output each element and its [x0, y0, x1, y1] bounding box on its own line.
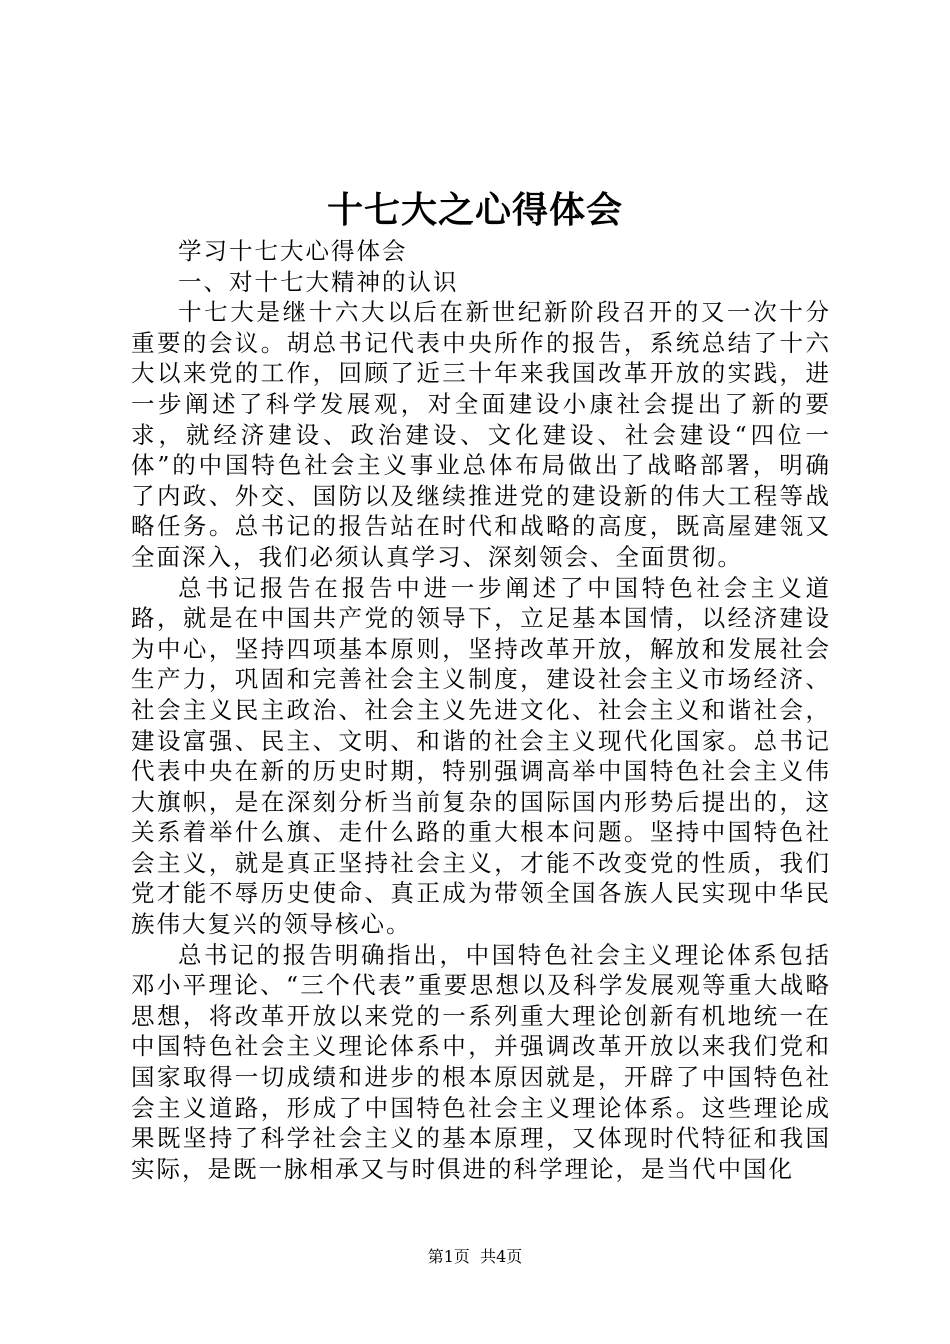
paragraph: 总书记的报告明确指出，中国特色社会主义理论体系包括邓小平理论、“三个代表”重要思想以及科学发展观等重大战略思想，将改革开放以来党的一系列重大理论创新有机地统一在中国特色社会主义理论体系中，并强调改革开放以来我们党和国家取得一切成绩和进步的根本原因就是，开辟了中国特色社会主义道路，形成了中国特色社会主义理论体系。这些理论成果既坚持了科学社会主义的基本原理，又体现时代特征和我国实际，是既一脉相承又与时俱进的科学理论，是当代中国化: [131, 940, 831, 1183]
paragraph: 十七大是继十六大以后在新世纪新阶段召开的又一次十分重要的会议。胡总书记代表中央所作的报告，系统总结了十六大以来党的工作，回顾了近三十年来我国改革开放的实践，进一步阐述了科学发展观，对全面建设小康社会提出了新的要求，就经济建设、政治建设、文化建设、社会建设“四位一体”的中国特色社会主义事业总体布局做出了战略部署，明确了内政、外交、国防以及继续推进党的建设新的伟大工程等战略任务。总书记的报告站在时代和战略的高度，既高屋建瓴又全面深入，我们必须认真学习、深刻领会、全面贯彻。: [131, 298, 831, 571]
paragraph: 总书记报告在报告中进一步阐述了中国特色社会主义道路，就是在中国共产党的领导下，立足基本国情，以经济建设为中心，坚持四项基本原则，坚持改革开放，解放和发展社会生产力，巩固和完善社会主义制度，建设社会主义市场经济、社会主义民主政治、社会主义先进文化、社会主义和谐社会，建设富强、民主、文明、和谐的社会主义现代化国家。总书记代表中央在新的历史时期，特别强调高举中国特色社会主义伟大旗帜，是在深刻分析当前复杂的国际国内形势后提出的，这关系着举什么旗、走什么路的重大根本问题。坚持中国特色社会主义，就是真正坚持社会主义，才能不改变党的性质，我们党才能不辱历史使命、真正成为带领全国各族人民实现中华民族伟大复兴的领导核心。: [131, 573, 831, 939]
document-title: 十七大之心得体会: [326, 189, 623, 231]
page-footer: 第1页 共4页: [427, 1247, 523, 1266]
section-heading: 一、对十七大精神的认识: [178, 267, 459, 296]
document-subtitle: 学习十七大心得体会: [178, 237, 408, 265]
document-body: [131, 236, 831, 1184]
